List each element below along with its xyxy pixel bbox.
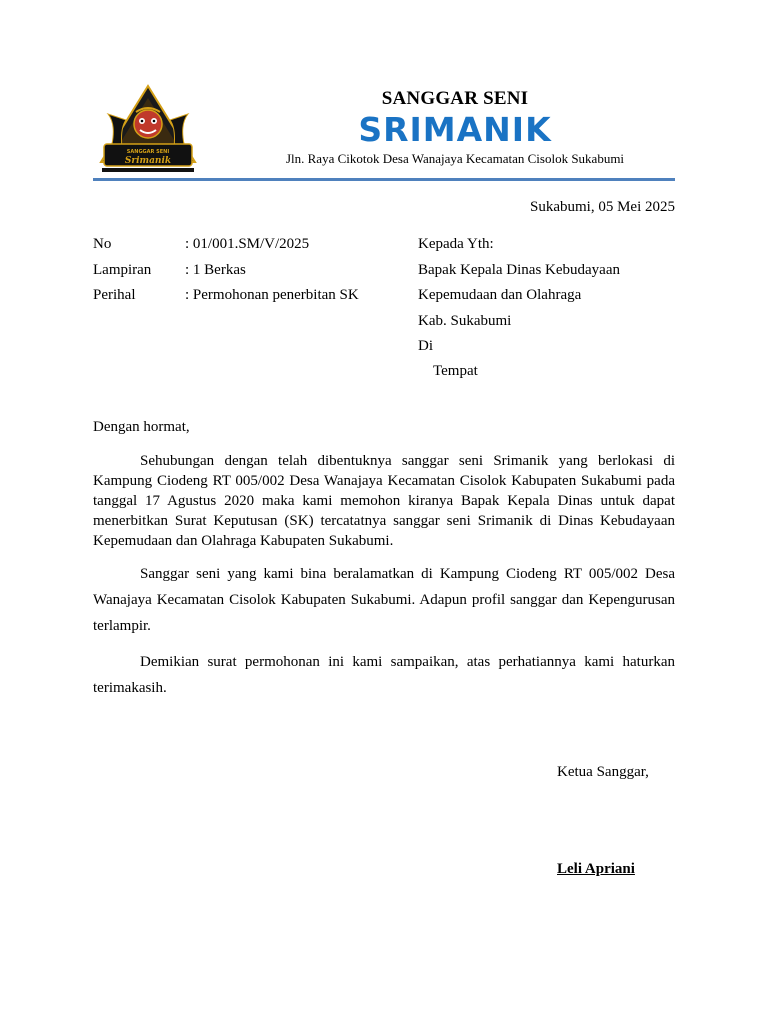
- org-address: Jln. Raya Cikotok Desa Wanajaya Kecamatan Cisolok Sukabumi: [285, 151, 625, 166]
- body-paragraph: [93, 561, 675, 639]
- paragraph-text: Sanggar seni yang kami bina beralamatkan di Kampung Ciodeng RT 005/002 Desa Wanajaya Kecamatan Cisolok Kabupaten Sukabumi. Adapun profil sanggar dan Kepengurusan terlampir.: [93, 566, 675, 634]
- no-label: No: [93, 236, 112, 252]
- signature-closing: Ketua Sanggar,: [557, 764, 649, 780]
- paragraph-text: Demikian surat permohonan ini kami sampaikan, atas perhatiannya kami haturkan terimakasih.: [93, 654, 675, 696]
- recipient-place: Tempat: [433, 363, 478, 379]
- org-category: SANGGAR SENI: [381, 88, 529, 109]
- recipient-line: Kab. Sukabumi: [418, 313, 512, 329]
- body-paragraph: [93, 649, 675, 701]
- recipient-salutation: Kepada Yth:: [418, 236, 494, 252]
- no-value: : 01/001.SM/V/2025: [185, 236, 310, 252]
- letter-date: Sukabumi, 05 Mei 2025: [530, 199, 675, 215]
- logo-text-top: SANGGAR SENI: [126, 149, 170, 155]
- logo-text-bottom: Srimanik: [124, 156, 172, 166]
- signer-name: Leli Apriani: [557, 861, 635, 877]
- greeting: Dengan hormat,: [93, 419, 190, 435]
- org-name: SRIMANIK: [358, 110, 552, 149]
- perihal-label: Perihal: [93, 287, 136, 303]
- recipient-line: Kepemudaan dan Olahraga: [418, 287, 582, 303]
- body-paragraph: [93, 451, 675, 551]
- srimanik-logo: [98, 84, 198, 178]
- letterhead-divider: [93, 178, 675, 181]
- lampiran-value: : 1 Berkas: [185, 262, 246, 278]
- lampiran-label: Lampiran: [93, 262, 152, 278]
- paragraph-text: Sehubungan dengan telah dibentuknya sanggar seni Srimanik yang berlokasi di Kampung Ciodeng RT 005/002 Desa Wanajaya Kecamatan Cisolok Kabupaten Sukabumi pada tanggal 17 Agustus 2020 maka kami memohon kiranya Bapak Kepala Dinas untuk dapat menerbitkan Surat Keputusan (SK) tercatatnya sanggar seni Srimanik di Dinas Kebudayaan Kepemudaan dan Olahraga Kabupaten Sukabumi.: [93, 453, 675, 549]
- recipient-line: Di: [418, 338, 433, 354]
- recipient-line: Bapak Kepala Dinas Kebudayaan: [418, 262, 621, 278]
- perihal-value: : Permohonan penerbitan SK: [185, 287, 359, 303]
